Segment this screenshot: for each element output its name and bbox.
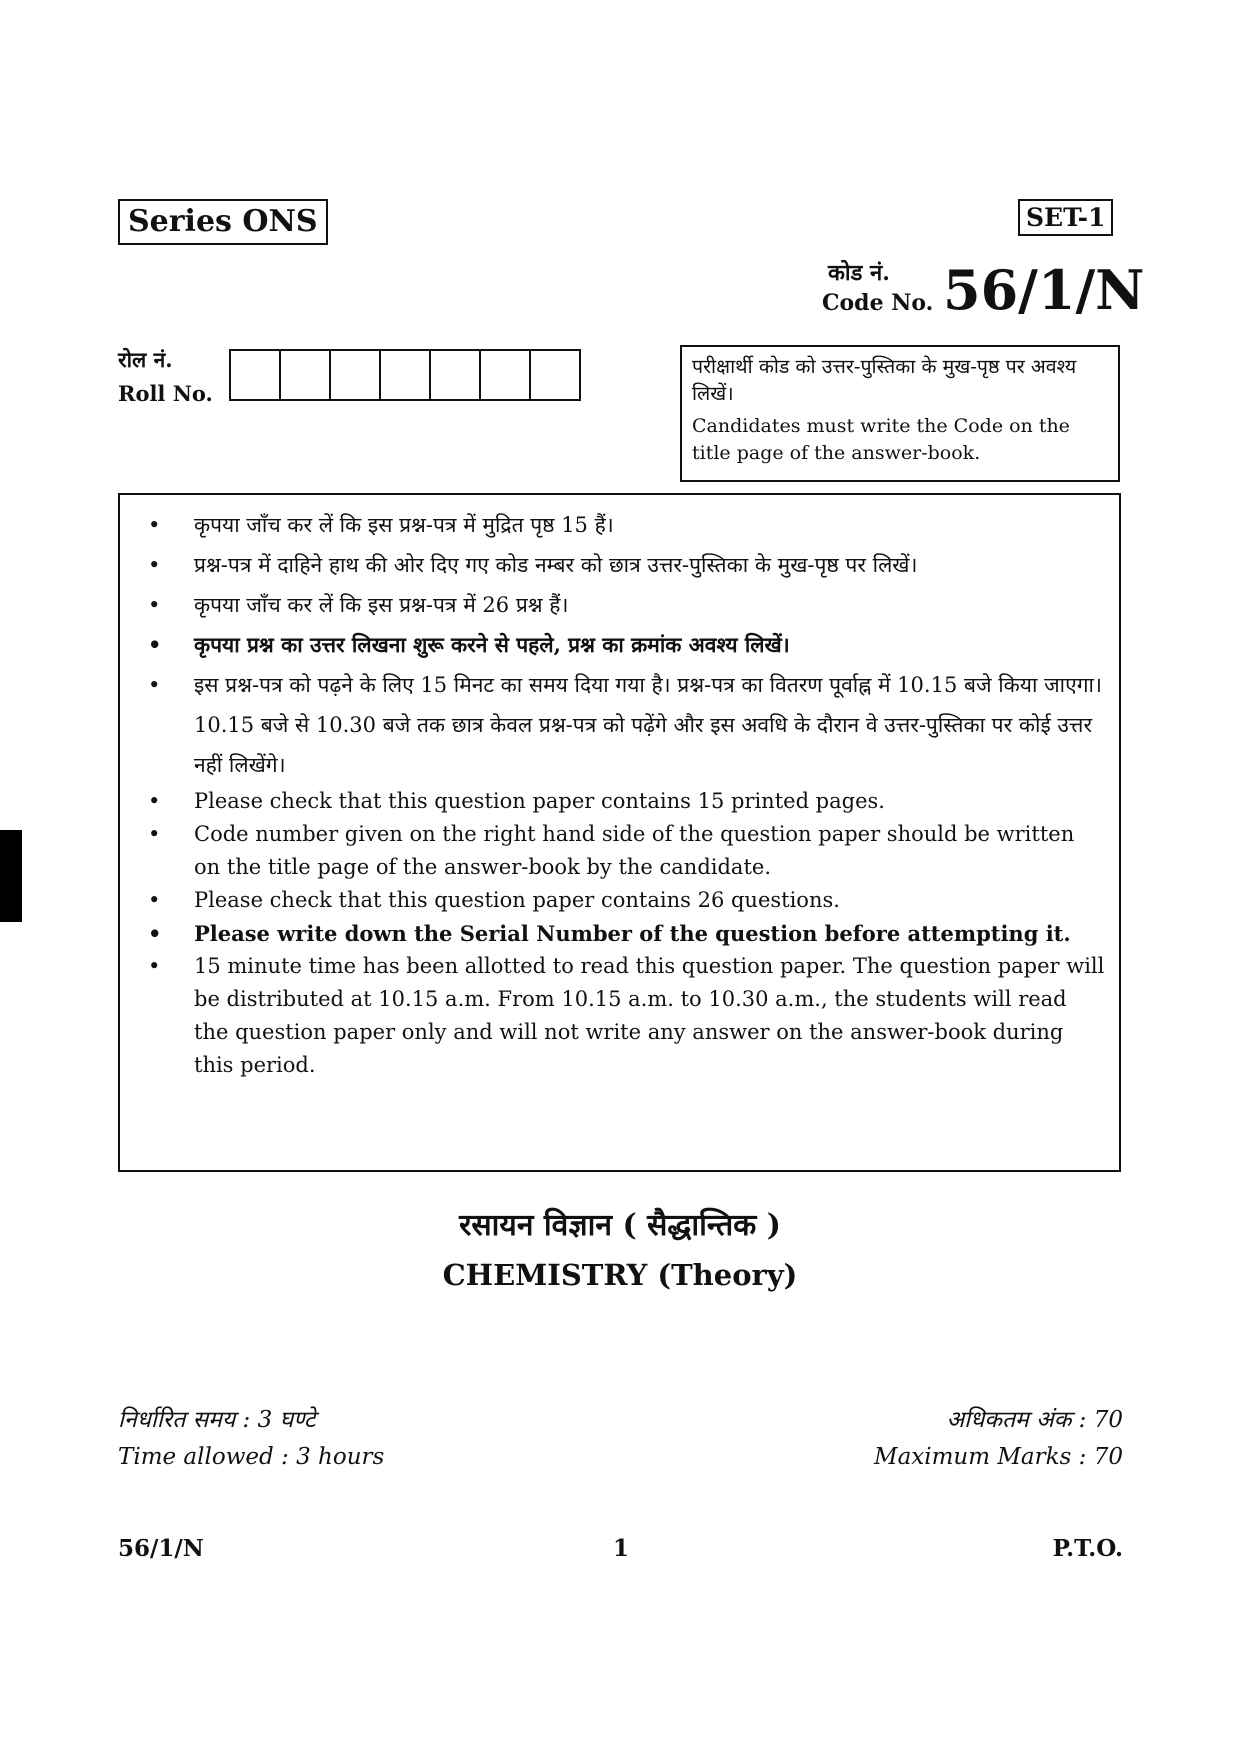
instructions-list	[134, 505, 1105, 1082]
candidate-notice-hindi: परीक्षार्थी कोड को उत्तर-पुस्तिका के मुख-पृष्ठ पर अवश्य लिखें।	[692, 355, 1077, 405]
candidate-notice-english: Candidates must write the Code on the title page of the answer-book.	[692, 415, 1070, 464]
instructions-box	[118, 493, 1121, 1172]
instruction-item	[134, 625, 1105, 665]
bullet-icon: •	[148, 553, 161, 577]
bullet-icon: •	[148, 632, 162, 657]
bullet-icon: •	[148, 673, 161, 697]
instruction-item	[134, 545, 1105, 585]
scan-edge-marker	[0, 830, 22, 922]
instruction-text: Please check that this question paper contains 26 questions.	[194, 888, 840, 912]
bullet-icon: •	[148, 921, 162, 946]
code-number: 56/1/N	[943, 258, 1145, 322]
instruction-text: Code number given on the right hand side of the question paper should be written on the title page of the answer-book by the candidate.	[194, 822, 1075, 879]
footer-pto: P.T.O.	[1052, 1535, 1123, 1562]
footer-page-number: 1	[613, 1535, 630, 1562]
roll-label-english: Roll No.	[118, 381, 213, 406]
instruction-text: Please check that this question paper contains 15 printed pages.	[194, 789, 885, 813]
instruction-item	[134, 818, 1105, 884]
instruction-text: कृपया जाँच कर लें कि इस प्रश्न-पत्र में 26 प्रश्न हैं।	[194, 593, 569, 617]
code-label-english: Code No.	[822, 290, 934, 316]
bullet-icon: •	[148, 789, 161, 813]
roll-number-boxes	[229, 349, 581, 401]
bullet-icon: •	[148, 954, 161, 978]
roll-number-cell	[331, 351, 381, 399]
instruction-item	[134, 505, 1105, 545]
instruction-item	[134, 785, 1105, 818]
instruction-item	[134, 950, 1105, 1082]
set-label: SET-1	[1018, 199, 1113, 236]
instruction-text: इस प्रश्न-पत्र को पढ़ने के लिए 15 मिनट का समय दिया गया है। प्रश्न-पत्र का वितरण पूर्वाह्न में 10.15 बजे किया जाएगा। 10.15 बजे से 10.30 बजे तक छात्र केवल प्रश्न-पत्र को पढ़ेंगे और इस अवधि के दौरान वे उत्तर-पुस्तिका पर कोई उत्तर नहीं लिखेंगे।	[194, 673, 1102, 777]
subject-title-hindi: रसायन विज्ञान ( सैद्धान्तिक )	[459, 1208, 781, 1243]
roll-number-cell	[431, 351, 481, 399]
instruction-text: कृपया प्रश्न का उत्तर लिखना शुरू करने से पहले, प्रश्न का क्रमांक अवश्य लिखें।	[194, 632, 790, 657]
instruction-item	[134, 665, 1105, 785]
code-label-hindi: कोड नं.	[828, 260, 890, 286]
time-allowed-english: Time allowed : 3 hours	[118, 1444, 385, 1470]
bullet-icon: •	[148, 888, 161, 912]
series-label: Series ONS	[118, 199, 328, 245]
instruction-item	[134, 585, 1105, 625]
time-allowed-hindi: निर्धारित समय : 3 घण्टे	[118, 1407, 316, 1433]
candidate-code-notice	[680, 345, 1120, 482]
roll-number-cell	[481, 351, 531, 399]
roll-number-cell	[381, 351, 431, 399]
max-marks-hindi: अधिकतम अंक : 70	[946, 1407, 1123, 1433]
instruction-item	[134, 917, 1105, 950]
subject-title-english: CHEMISTRY (Theory)	[442, 1258, 798, 1292]
instruction-text: Please write down the Serial Number of the question before attempting it.	[194, 921, 1071, 946]
instruction-text: कृपया जाँच कर लें कि इस प्रश्न-पत्र में मुद्रित पृष्ठ 15 हैं।	[194, 513, 614, 537]
instruction-text: प्रश्न-पत्र में दाहिने हाथ की ओर दिए गए कोड नम्बर को छात्र उत्तर-पुस्तिका के मुख-पृष्ठ पर लिखें।	[194, 553, 918, 577]
roll-label-hindi: रोल नं.	[118, 347, 173, 372]
max-marks-english: Maximum Marks : 70	[874, 1444, 1123, 1470]
bullet-icon: •	[148, 822, 161, 846]
bullet-icon: •	[148, 593, 161, 617]
roll-number-cell	[231, 351, 281, 399]
instruction-text: 15 minute time has been allotted to read this question paper. The question paper will be distributed at 10.15 a.m. From 10.15 a.m. to 10.30 a.m., the students will read the question paper only and will not write any answer on the answer-book during this period.	[194, 954, 1105, 1077]
roll-number-cell	[281, 351, 331, 399]
footer-code: 56/1/N	[118, 1535, 204, 1562]
roll-number-cell	[531, 351, 579, 399]
instruction-item	[134, 884, 1105, 917]
bullet-icon: •	[148, 513, 161, 537]
